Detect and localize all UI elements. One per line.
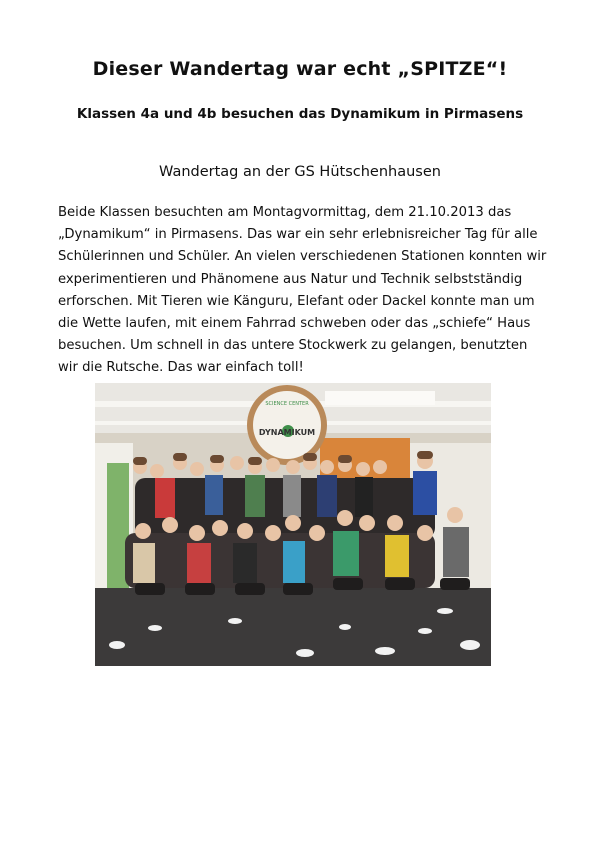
page-title: Dieser Wandertag war echt „SPITZE“! bbox=[92, 58, 508, 80]
group-photo bbox=[95, 383, 491, 666]
sign-text: DYNAMIKUM bbox=[258, 428, 316, 437]
body-paragraph: Beide Klassen besuchten am Montagvormittag, dem 21.10.2013 das „Dynamikum“ in Pirmasens. Das war ein sehr erlebnisreicher Tag für alle Schülerinnen und Schüler. An vielen verschiedenen Stationen konnten wir experimentieren und Phänomene aus Natur und Technik selbstständig erforschen. Mit Tieren wie Känguru, Elefant oder Dackel konnte man um die Wette laufen, mit einem Fahrrad schweben oder das „schiefe“ Haus besuchen. Um schnell in das untere Stockwerk zu gelangen, benutzten wir die Rutsche. Das war einfach toll! bbox=[58, 205, 547, 376]
sign-top-text: SCIENCE CENTER bbox=[265, 401, 309, 407]
section-heading: Wandertag an der GS Hütschenhausen bbox=[159, 164, 441, 180]
page-subtitle: Klassen 4a und 4b besuchen das Dynamikum in Pirmasens bbox=[76, 106, 524, 122]
